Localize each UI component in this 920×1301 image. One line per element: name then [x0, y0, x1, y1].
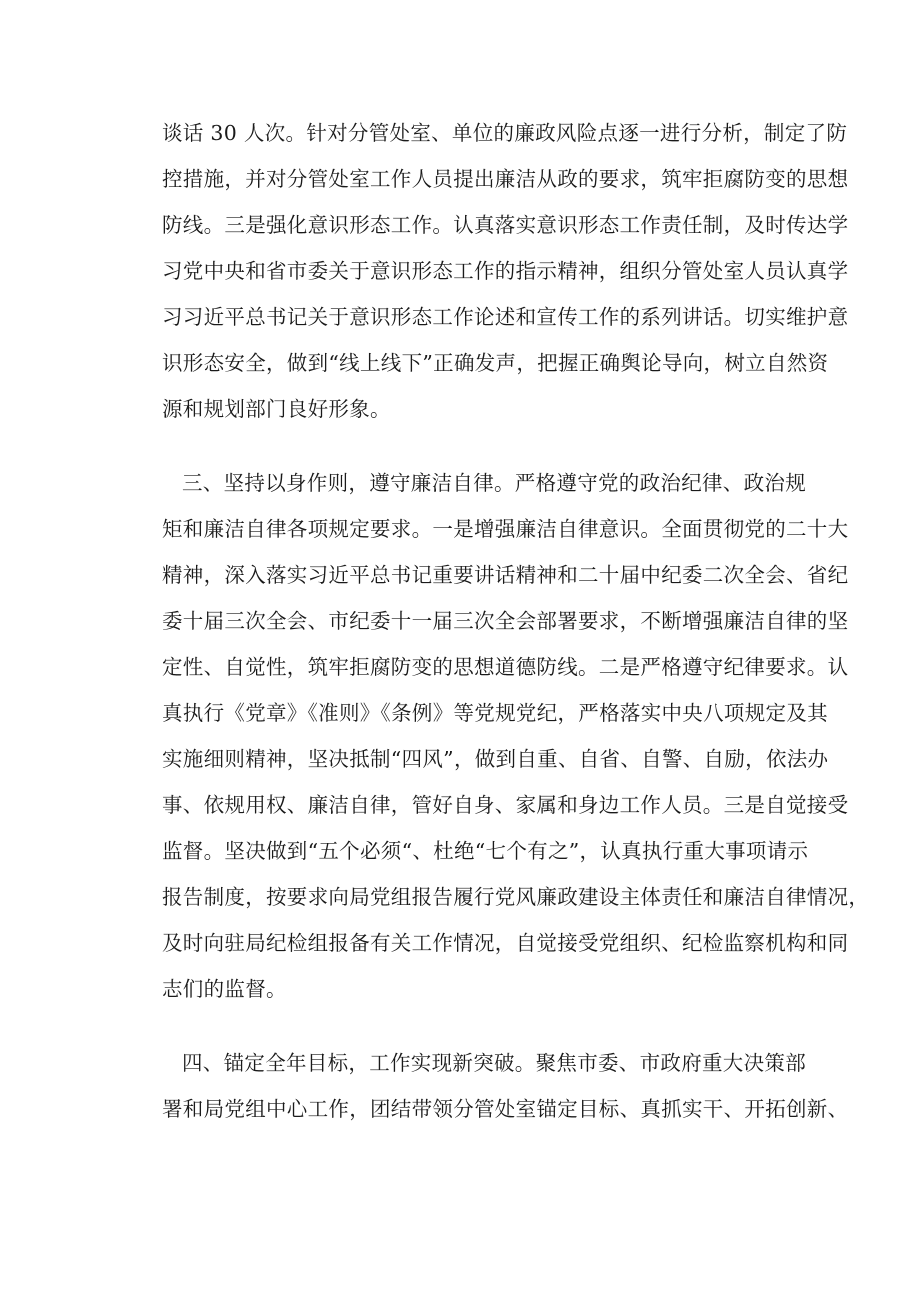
text-line: 事、依规用权、廉洁自律，管好自身、家属和身边工作人员。三是自觉接受 [162, 793, 849, 817]
text-line: 委十届三次全会、市纪委十一届三次全会部署要求，不断增强廉洁自律的坚 [162, 609, 849, 633]
text-line: 精神，深入落实习近平总书记重要讲话精神和二十届中纪委二次全会、省纪 [162, 563, 849, 587]
paragraph-2 [162, 460, 870, 1012]
text-line: 及时向驻局纪检组报备有关工作情况，自觉接受党组织、纪检监察机构和同 [162, 931, 849, 955]
text-line: 三、坚持以身作则，遵守廉洁自律。严格遵守党的政治纪律、政治规 [182, 471, 806, 495]
text-line: 定性、自觉性，筑牢拒腐防变的思想道德防线。二是严格遵守纪律要求。认 [162, 655, 849, 679]
text-line: 监督。坚决做到“五个必须“、杜绝“七个有之”，认真执行重大事项请示 [162, 839, 809, 863]
text-line: 识形态安全，做到“线上线下”正确发声，把握正确舆论导向，树立自然资 [162, 351, 829, 375]
text-line: 控措施，并对分管处室工作人员提出廉洁从政的要求，筑牢拒腐防变的思想 [162, 167, 849, 191]
text-line: 防线。三是强化意识形态工作。认真落实意识形态工作责任制，及时传达学 [162, 213, 849, 237]
text-line: 习习近平总书记关于意识形态工作论述和宣传工作的系列讲话。切实维护意 [162, 305, 849, 329]
paragraph-3 [162, 1040, 849, 1132]
text-line: 真执行《党章》《准则》《条例》等党规党纪，严格落实中央八项规定及其 [162, 701, 828, 725]
text-line: 报告制度，按要求向局党组报告履行党风廉政建设主体责任和廉洁自律情况， [162, 885, 870, 909]
text-line: 署和局党组中心工作，团结带领分管处室锚定目标、真抓实干、开拓创新、 [162, 1097, 849, 1121]
text-line: 矩和廉洁自律各项规定要求。一是增强廉洁自律意识。全面贯彻党的二十大 [162, 517, 849, 541]
text-line: 志们的监督。 [162, 977, 287, 1001]
text-line: 实施细则精神，坚决抵制“四风”，做到自重、自省、自警、自励，依法办 [162, 747, 829, 771]
paragraph-spacer [162, 1012, 760, 1040]
paragraph-spacer [162, 432, 760, 460]
document-body [162, 110, 870, 1132]
text-line: 源和规划部门良好形象。 [162, 397, 391, 421]
paragraph-1 [162, 110, 849, 432]
text-line: 谈话 30 人次。针对分管处室、单位的廉政风险点逐一进行分析，制定了防 [162, 121, 848, 145]
text-line: 习党中央和省市委关于意识形态工作的指示精神，组织分管处室人员认真学 [162, 259, 849, 283]
text-line: 四、锚定全年目标，工作实现新突破。聚焦市委、市政府重大决策部 [182, 1051, 806, 1075]
